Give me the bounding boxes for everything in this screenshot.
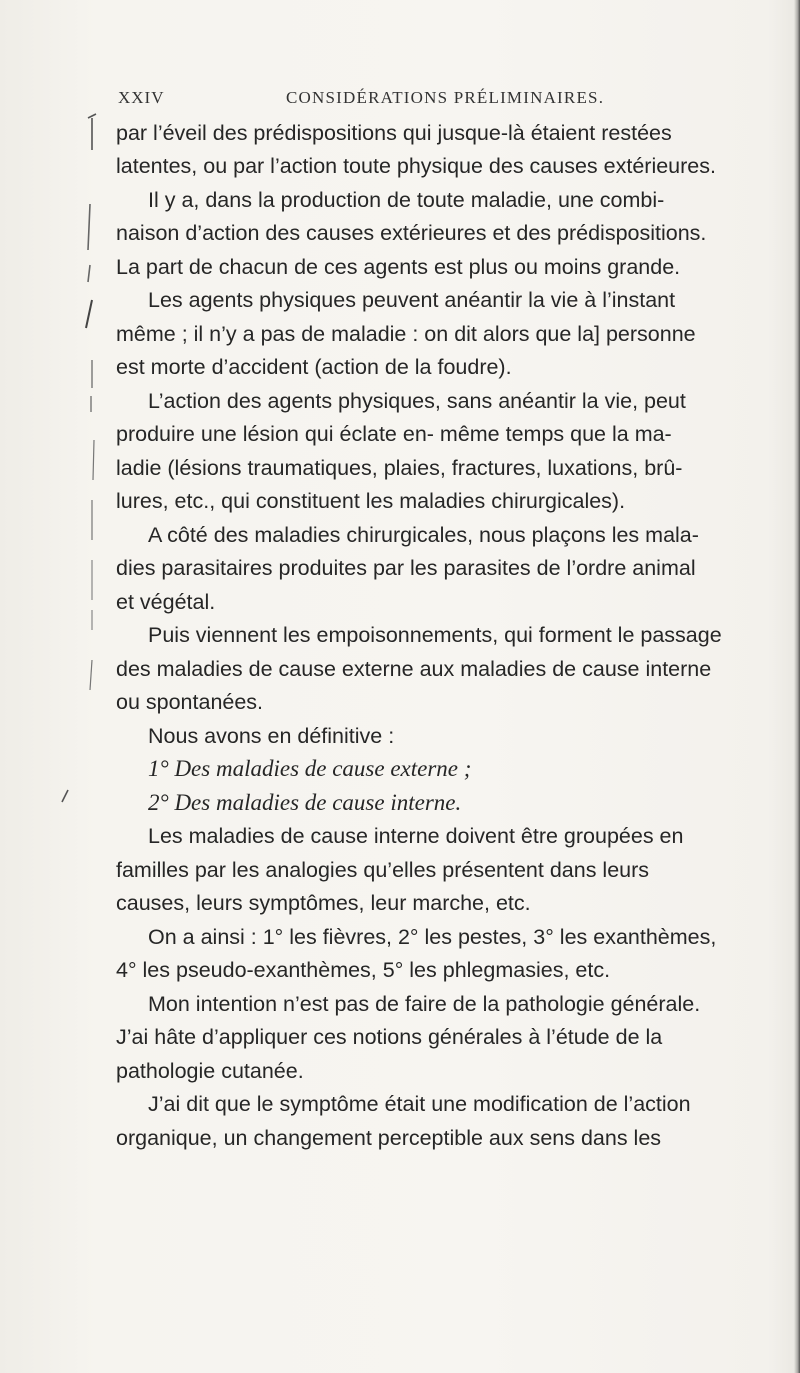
text-line: naison d’action des causes extérieures et des prédispositions. (116, 221, 707, 245)
text-line: dies parasitaires produites par les parasites de l’ordre animal (116, 556, 696, 580)
text-line: organique, un changement perceptible aux sens dans les (116, 1126, 662, 1150)
text-line: L’action des agents physiques, sans anéantir la vie, peut (148, 389, 686, 413)
text-line: Nous avons en définitive : (148, 724, 395, 748)
text-line: Puis viennent les empoisonnements, qui forment le passage (148, 623, 722, 647)
text-line: Mon intention n’est pas de faire de la pathologie générale. (148, 992, 701, 1016)
text-line: J’ai hâte d’appliquer ces notions générales à l’étude de la (116, 1025, 663, 1049)
text-line: lures, etc., qui constituent les maladies chirurgicales). (116, 489, 626, 513)
text-line: même ; il n’y a pas de maladie : on dit alors que la] personne (116, 322, 696, 346)
text-line: et végétal. (116, 590, 216, 614)
text-line: 2° Des maladies de cause interne. (148, 790, 462, 815)
text-line: La part de chacun de ces agents est plus ou moins grande. (116, 255, 681, 279)
text-line: par l’éveil des prédispositions qui jusque-là étaient restées (116, 121, 672, 145)
text-line: produire une lésion qui éclate en- même temps que la ma- (116, 422, 672, 446)
text-line: J’ai dit que le symptôme était une modification de l’action (148, 1092, 691, 1116)
text-line: ladie (lésions traumatiques, plaies, fractures, luxations, brû- (116, 456, 683, 480)
running-title: CONSIDÉRATIONS PRÉLIMINAIRES. (286, 88, 605, 107)
text-line: On a ainsi : 1° les fièvres, 2° les pestes, 3° les exanthèmes, (148, 925, 717, 949)
text-line: latentes, ou par l’action toute physique des causes extérieures. (116, 154, 716, 178)
text-line: est morte d’accident (action de la foudre). (116, 355, 512, 379)
text-line: 1° Des maladies de cause externe ; (148, 756, 472, 781)
page-edge-shadow (794, 0, 800, 1373)
text-line: familles par les analogies qu’elles présentent dans leurs (116, 858, 650, 882)
text-line: Les maladies de cause interne doivent être groupées en (148, 824, 684, 848)
running-header (118, 88, 738, 114)
text-line: ou spontanées. (116, 690, 264, 714)
text-line: Les agents physiques peuvent anéantir la vie à l’instant (148, 288, 676, 312)
text-line: des maladies de cause externe aux maladies de cause interne (116, 657, 712, 681)
text-line: A côté des maladies chirurgicales, nous plaçons les mala- (148, 523, 699, 547)
text-line: causes, leurs symptômes, leur marche, etc. (116, 891, 531, 915)
text-line: Il y a, dans la production de toute maladie, une combi- (148, 188, 665, 212)
page-number: XXIV (118, 88, 165, 107)
text-line: pathologie cutanée. (116, 1059, 304, 1083)
text-line: 4° les pseudo-exanthèmes, 5° les phlegmasies, etc. (116, 958, 611, 982)
